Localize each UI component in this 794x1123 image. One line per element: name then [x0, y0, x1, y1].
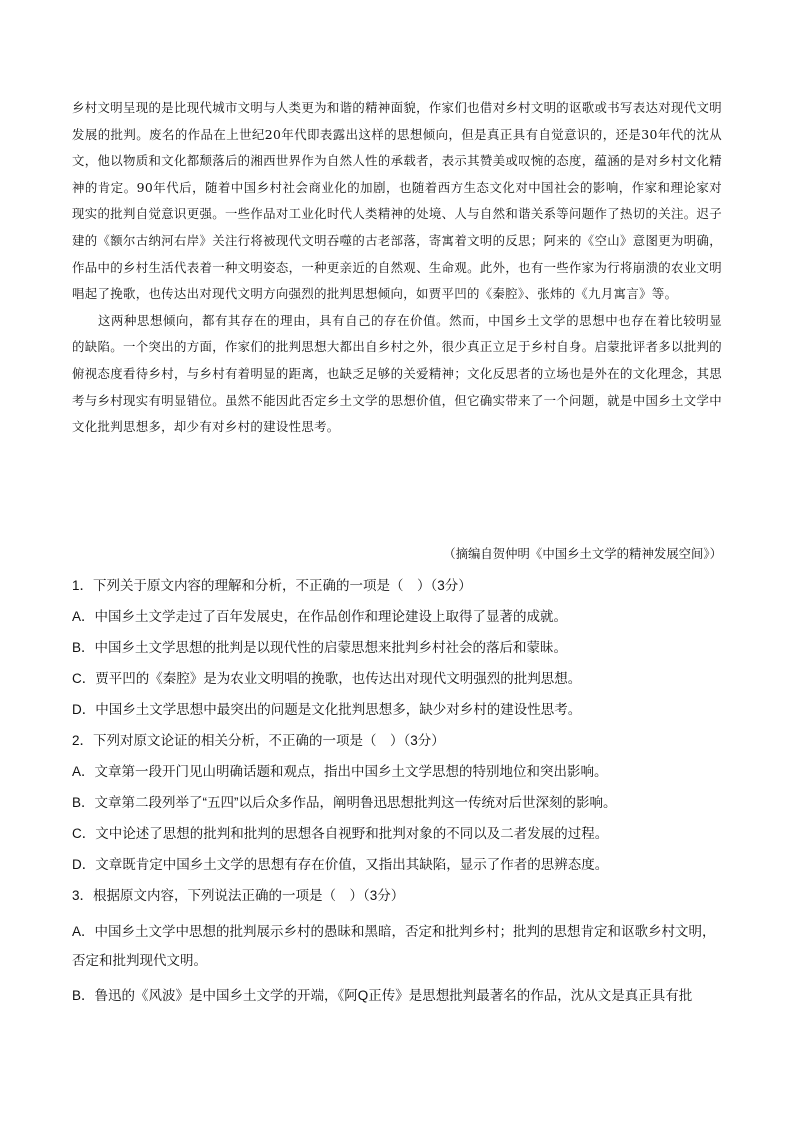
option-a: A．中国乡土文学中思想的批判展示乡村的愚昧和黑暗，否定和批判乡村；批判的思想肯定和讴歌乡村文明，否定和批判现代文明。 — [72, 924, 716, 968]
option-a: A．文章第一段开门见山明确话题和观点，指出中国乡土文学思想的特别地位和突出影响。 — [72, 764, 608, 779]
passage-paragraph-1: 乡村文明呈现的是比现代城市文明与人类更为和谐的精神面貌，作家们也借对乡村文明的讴歌或书写表达对现代文明发展的批判。废名的作品在上世纪20年代即表露出这样的思想倾向，但是真正具有自觉意识的，还是30年代的沈从文，他以物质和文化都颓落后的湘西世界作为自然人性的承载者，表示其赞美或叹惋的态度，蕴涵的是对乡村文化精神的肯定。90年代后，随着中国乡村社会商业化的加剧，也随着西方生态文化对中国社会的影响，作家和理论家对现实的批判自觉意识更强。一些作品对工业化时代人类精神的处境、人与自然和谐关系等问题作了热切的关注。迟子建的《额尔古纳河右岸》关注行将被现代文明吞噬的古老部落，寄寓着文明的反思；阿来的《空山》意图更为明确，作品中的乡村生活代表着一种文明姿态，一种更亲近的自然观、生命观。此外，也有一些作家为行将崩溃的农业文明唱起了挽歌，也传达出对现代文明方向强烈的批判思想倾向，如贾平凹的《秦腔》、张炜的《九月寓言》等。 — [72, 100, 722, 302]
option-b: B．文章第二段列举了“五四”以后众多作品，阐明鲁迅思想批判这一传统对后世深刻的影响。 — [72, 795, 617, 810]
option-d: D．中国乡土文学思想中最突出的问题是文化批判思想多，缺少对乡村的建设性思考。 — [72, 702, 582, 717]
option-c: C．文中论述了思想的批判和批判的思想各自视野和批判对象的不同以及二者发展的过程。 — [72, 826, 609, 841]
question-stem: 2．下列对原文论证的相关分析，不正确的一项是（ ）（3分） — [72, 733, 445, 748]
option-c: C．贾平凹的《秦腔》是为农业文明唱的挽歌，也传达出对现代文明强烈的批判思想。 — [72, 671, 582, 686]
passage-paragraph-2: 这两种思想倾向，都有其存在的理由，具有自己的存在价值。然而，中国乡土文学的思想中也存在着比较明显的缺陷。一个突出的方面，作家们的批判思想大都出自乡村之外，很少真正立足于乡村自身。启蒙批评者多以批判的俯视态度看待乡村，与乡村有着明显的距离，也缺乏足够的关爱精神；文化反思者的立场也是外在的文化理念，其思考与乡村现实有明显错位。虽然不能因此否定乡土文学的思想价值，但它确实带来了一个问题，就是中国乡土文学中文化批判思想多，却少有对乡村的建设性思考。 — [72, 312, 722, 435]
passage-source: （摘编自贺仲明《中国乡土文学的精神发展空间》） — [443, 546, 722, 561]
question-2 — [72, 731, 722, 875]
option-d: D．文章既肯定中国乡土文学的思想有存在价值，又指出其缺陷，显示了作者的思辨态度。 — [72, 857, 609, 872]
question-stem: 3．根据原文内容，下列说法正确的一项是（ ）（3分） — [72, 888, 405, 903]
option-b: B．中国乡土文学思想的批判是以现代性的启蒙思想来批判乡村社会的落后和蒙昧。 — [72, 640, 568, 655]
option-b: B．鲁迅的《风波》是中国乡土文学的开端，《阿Q正传》是思想批判最著名的作品，沈从文是真正具有批 — [72, 988, 693, 1003]
question-3 — [72, 886, 722, 1006]
option-a: A．中国乡土文学走过了百年发展史，在作品创作和理论建设上取得了显著的成就。 — [72, 609, 568, 624]
question-1 — [72, 576, 722, 720]
reading-passage — [72, 95, 722, 441]
question-list — [72, 576, 722, 1017]
question-stem: 1．下列关于原文内容的理解和分析，不正确的一项是（ ）（3分） — [72, 578, 472, 593]
